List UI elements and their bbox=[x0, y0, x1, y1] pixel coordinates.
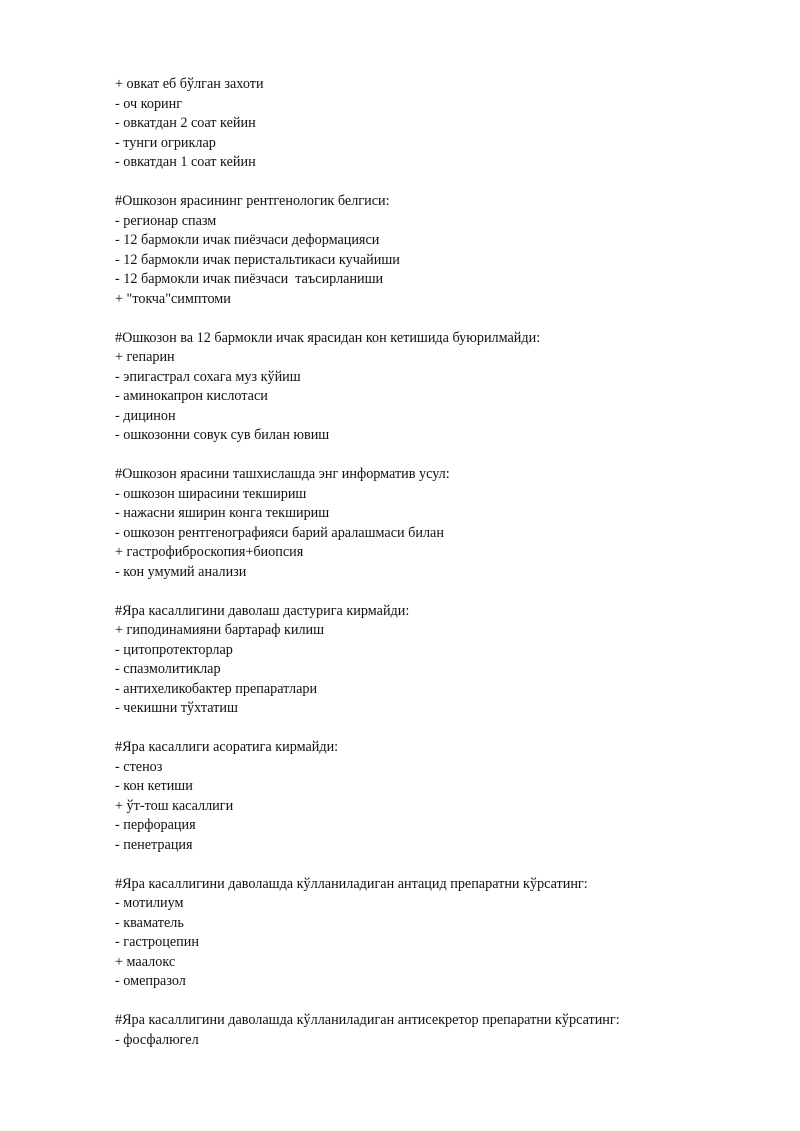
answer-option: - 12 бармокли ичак перистальтикаси кучайиши bbox=[115, 251, 400, 268]
question-block-2 bbox=[115, 329, 760, 446]
answer-option: + гепарин bbox=[115, 349, 175, 365]
answer-option: - эпигастрал сохага муз кўйиш bbox=[115, 368, 301, 385]
question-block-4 bbox=[115, 602, 760, 719]
question-text: #Яра касаллиги асоратига кирмайди: bbox=[115, 739, 339, 755]
question-block-7 bbox=[115, 1011, 760, 1050]
answer-option: - антихеликобактер препаратлари bbox=[115, 680, 318, 697]
question-block-3 bbox=[115, 465, 760, 582]
answer-option: - овкатдан 2 соат кейин bbox=[115, 115, 256, 131]
answer-option: - кон кетиши bbox=[115, 778, 193, 794]
answer-option: - спазмолитиклар bbox=[115, 661, 221, 677]
answer-option: + овкат еб бўлган захоти bbox=[115, 76, 264, 92]
answer-option: + ўт-тош касаллиги bbox=[115, 797, 234, 814]
question-block-6 bbox=[115, 875, 760, 992]
answer-option: + гиподинамияни бартараф килиш bbox=[115, 622, 325, 638]
answer-option: - кваматель bbox=[115, 914, 184, 931]
block-spacer bbox=[115, 173, 760, 193]
answer-option: - пенетрация bbox=[115, 836, 193, 853]
answer-option: - овкатдан 1 соат кейин bbox=[115, 154, 256, 170]
question-text: #Ошкозон ва 12 бармокли ичак ярасидан кон кетишида буюрилмайди: bbox=[115, 329, 541, 346]
answer-option: - перфорация bbox=[115, 817, 196, 833]
answer-option: - 12 бармокли ичак пиёзчаси деформацияси bbox=[115, 232, 380, 248]
answer-option: - омепразол bbox=[115, 973, 186, 989]
answer-option: + маалокс bbox=[115, 953, 176, 970]
question-text: #Яра касаллигини даволаш дастурига кирмайди: bbox=[115, 602, 410, 619]
answer-option: - ошкозон ширасини текшириш bbox=[115, 485, 307, 502]
block-spacer bbox=[115, 855, 760, 875]
answer-option: - гастроцепин bbox=[115, 934, 199, 950]
question-text: #Ошкозон ярасини ташхислашда энг информатив усул: bbox=[115, 466, 450, 482]
block-spacer bbox=[115, 992, 760, 1012]
answer-option: - оч коринг bbox=[115, 95, 183, 112]
answer-option: - нажасни яширин конга текшириш bbox=[115, 505, 330, 521]
answer-option: - тунги огриклар bbox=[115, 134, 216, 151]
block-spacer bbox=[115, 309, 760, 329]
answer-option: - цитопротекторлар bbox=[115, 641, 233, 658]
question-block-0 bbox=[115, 75, 760, 173]
answer-option: + "токча"симптоми bbox=[115, 290, 231, 307]
answer-option: - фосфалюгел bbox=[115, 1031, 199, 1048]
answer-option: - регионар спазм bbox=[115, 212, 217, 229]
question-text: #Яра касаллигини даволашда кўлланиладиган антисекретор препаратни кўрсатинг: bbox=[115, 1012, 620, 1028]
answer-option: + гастрофиброскопия+биопсия bbox=[115, 544, 304, 560]
question-block-5 bbox=[115, 738, 760, 855]
answer-option: - дицинон bbox=[115, 407, 176, 424]
answer-option: - ошкозонни совук сув билан ювиш bbox=[115, 427, 330, 443]
block-spacer bbox=[115, 719, 760, 739]
answer-option: - стеноз bbox=[115, 758, 163, 775]
question-text: #Ошкозон ярасининг рентгенологик белгиси: bbox=[115, 193, 390, 209]
document-page bbox=[115, 75, 760, 1050]
question-text: #Яра касаллигини даволашда кўлланиладиган антацид препаратни кўрсатинг: bbox=[115, 875, 588, 892]
answer-option: - мотилиум bbox=[115, 895, 184, 911]
answer-option: - аминокапрон кислотаси bbox=[115, 388, 268, 404]
block-spacer bbox=[115, 446, 760, 466]
question-block-1 bbox=[115, 192, 760, 309]
answer-option: - чекишни тўхтатиш bbox=[115, 700, 238, 716]
block-spacer bbox=[115, 582, 760, 602]
answer-option: - ошкозон рентгенографияси барий аралашмаси билан bbox=[115, 524, 444, 541]
answer-option: - 12 бармокли ичак пиёзчаси таъсирланиши bbox=[115, 271, 384, 287]
answer-option: - кон умумий анализи bbox=[115, 563, 247, 580]
